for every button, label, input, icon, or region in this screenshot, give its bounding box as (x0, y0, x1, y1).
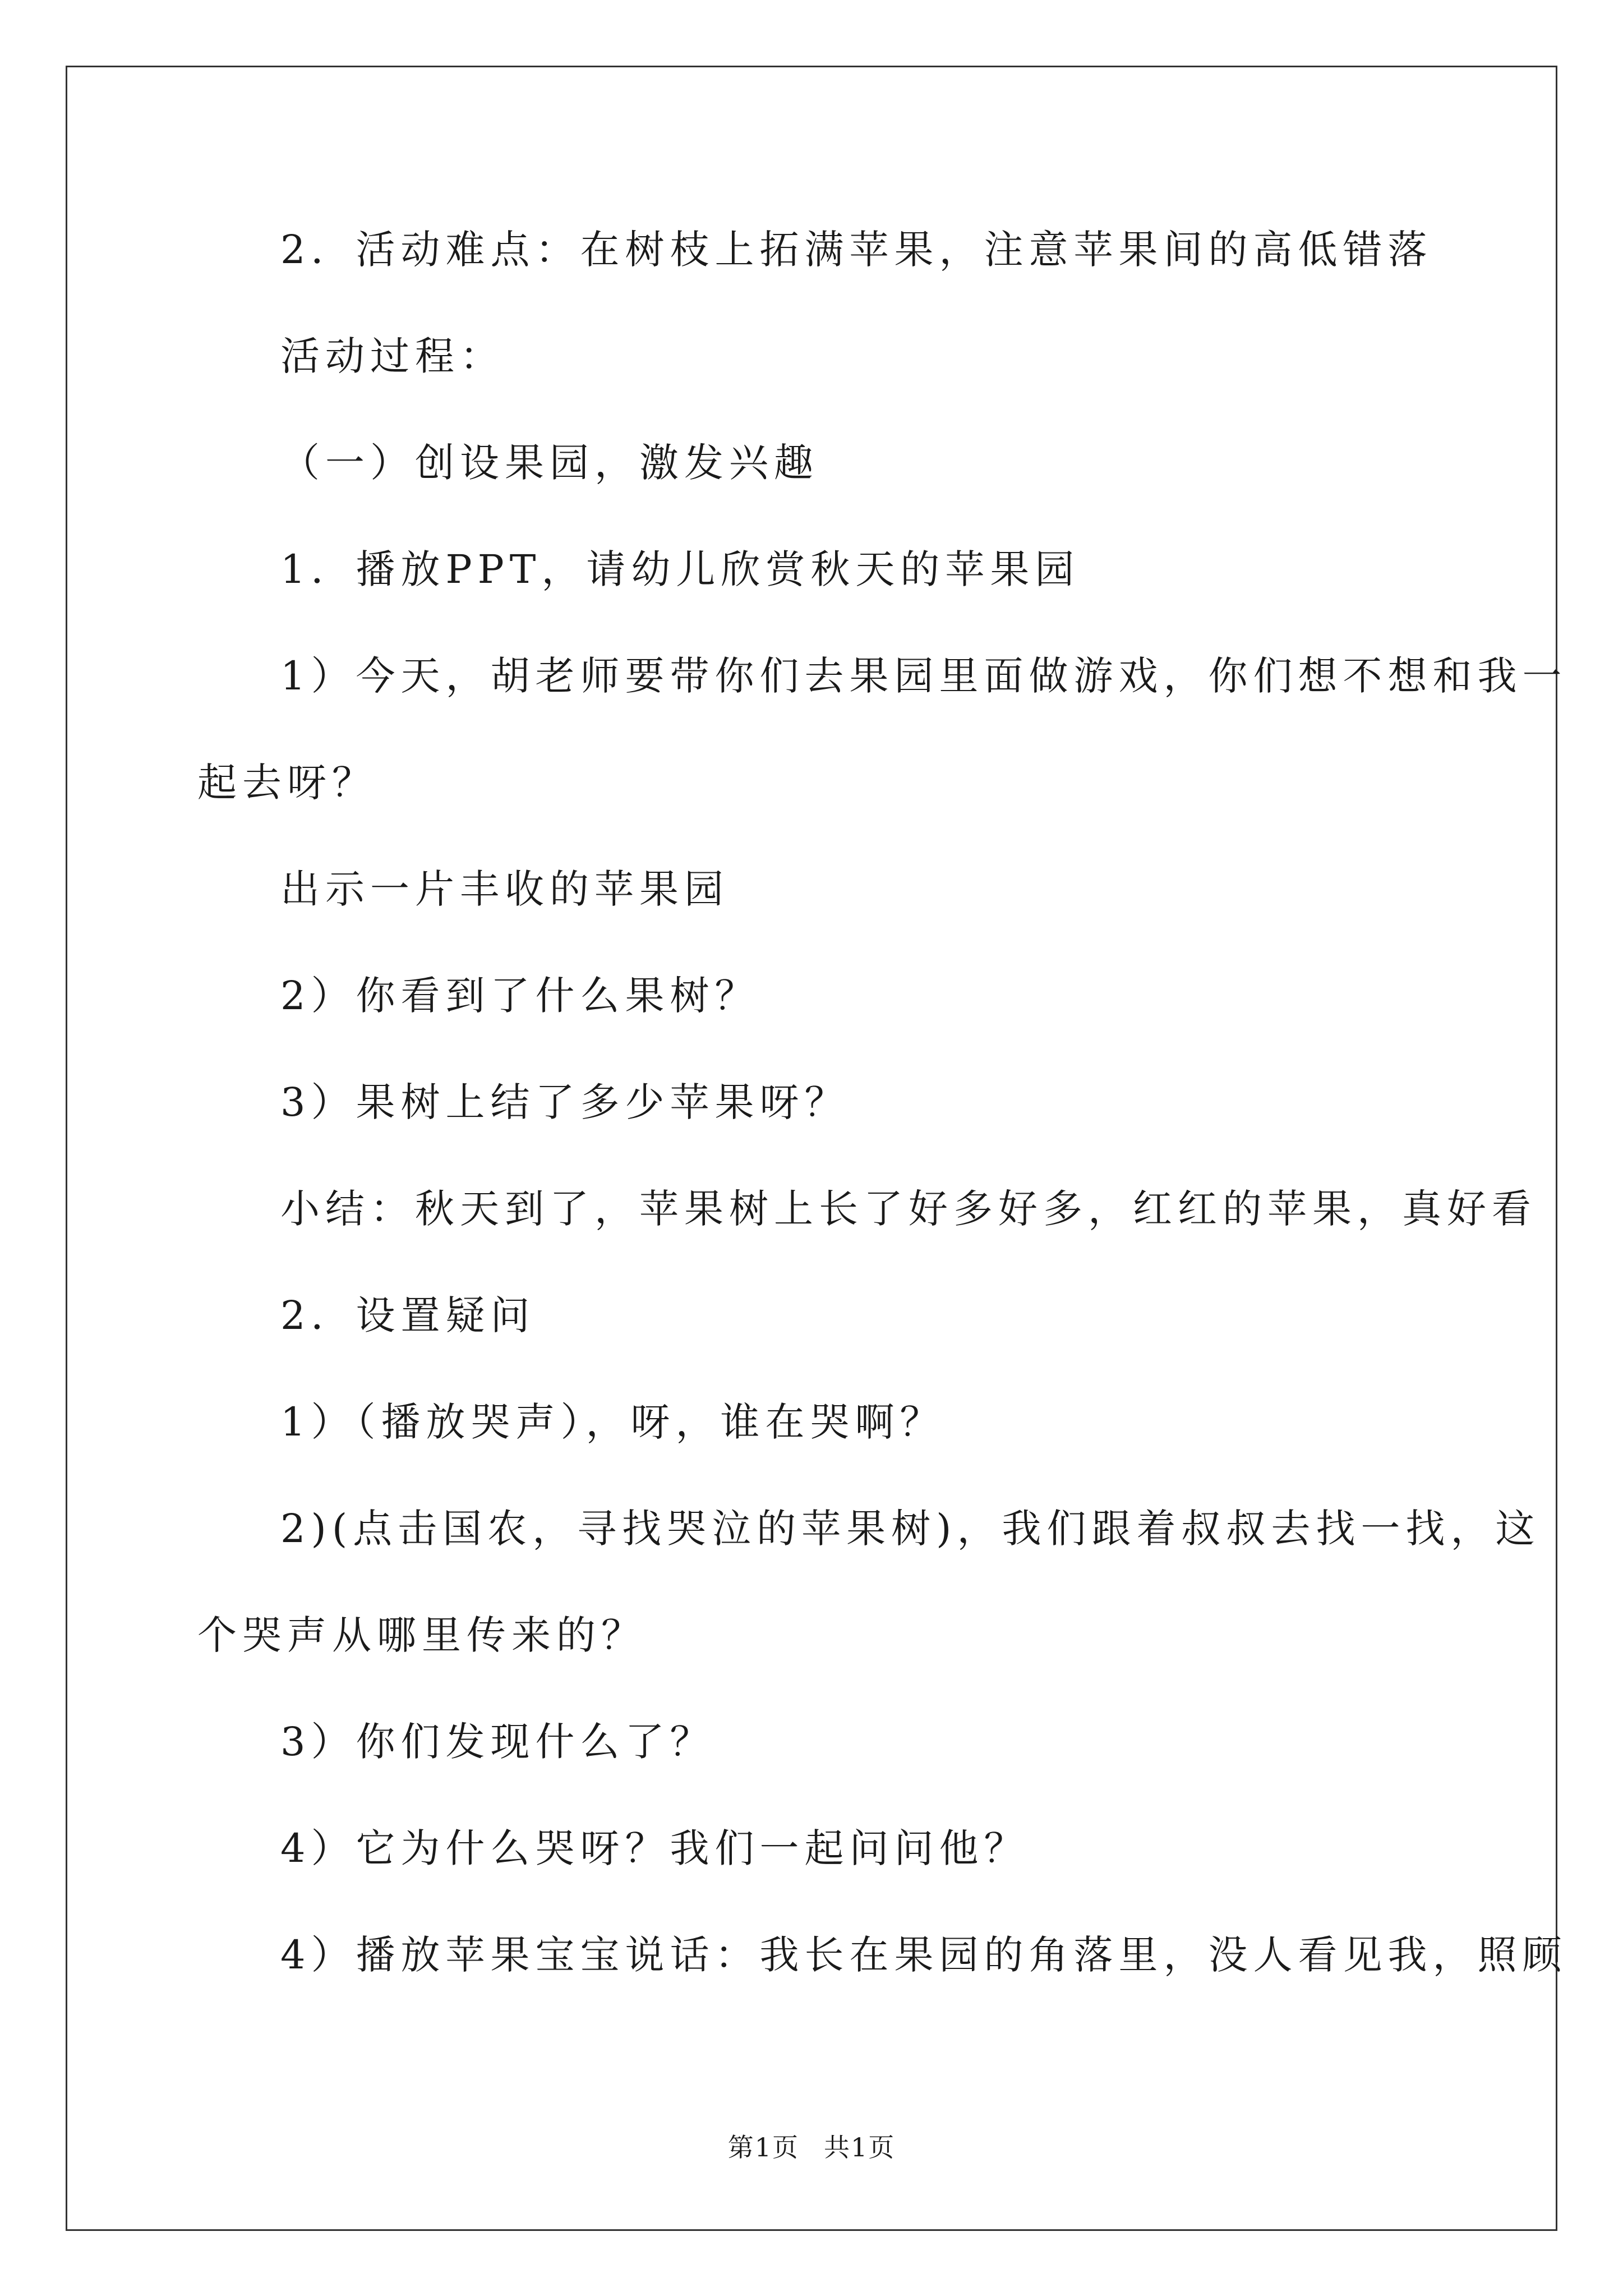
paragraph: 2．活动难点：在树枝上拓满苹果，注意苹果间的高低错落 (280, 227, 1433, 273)
paragraph: 4）播放苹果宝宝说话：我长在果园的角落里，没人看见我，照顾 (280, 1932, 1567, 1978)
page-total: 共1页 (824, 2132, 896, 2162)
paragraph: 1）今天，胡老师要带你们去果园里面做游戏，你们想不想和我一 (280, 653, 1567, 699)
paragraph: 1）（播放哭声），呀，谁在哭啊？ (280, 1399, 945, 1445)
page-number: 第1页 (727, 2132, 799, 2162)
paragraph: 3）果树上结了多少苹果呀？ (280, 1079, 850, 1125)
paragraph: 1．播放PPT，请幼儿欣赏秋天的苹果园 (280, 546, 1080, 592)
paragraph: 2)(点击国农，寻找哭泣的苹果树)，我们跟着叔叔去找一找，这 (280, 1506, 1541, 1552)
paragraph-continuation: 起去呀？ (197, 760, 377, 806)
paragraph: 小结：秋天到了，苹果树上长了好多好多，红红的苹果，真好看 (280, 1186, 1537, 1232)
paragraph: 2）你看到了什么果树？ (280, 973, 760, 1019)
paragraph: 4）它为什么哭呀？我们一起问问他？ (280, 1825, 1029, 1871)
page-footer (0, 2131, 1623, 2164)
paragraph: 出示一片丰收的苹果园 (280, 866, 729, 912)
paragraph-continuation: 个哭声从哪里传来的？ (197, 1612, 646, 1658)
paragraph: 3）你们发现什么了？ (280, 1719, 715, 1765)
page-border (66, 66, 1557, 2231)
paragraph: （一）创设果园，激发兴趣 (280, 440, 819, 486)
paragraph: 活动过程： (280, 333, 505, 379)
paragraph: 2．设置疑问 (280, 1292, 536, 1338)
